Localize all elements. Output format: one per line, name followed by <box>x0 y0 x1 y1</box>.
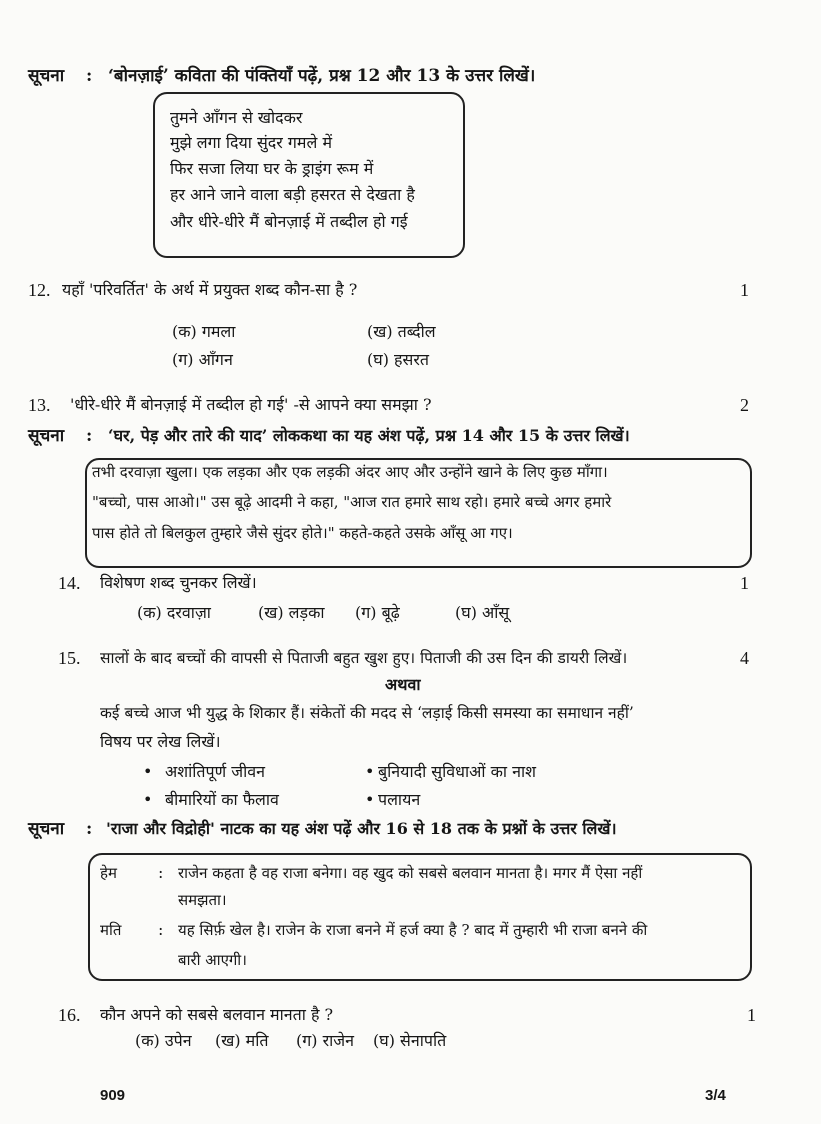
notice-text: ‘बोनज़ाई’ कविता की पंक्तियाँ पढ़ें, प्रश्न 12 और 13 के उत्तर लिखें। <box>108 66 536 86</box>
question-marks: 2 <box>740 395 749 415</box>
option: (घ) आँसू <box>455 603 510 622</box>
option: (क) दरवाज़ा <box>137 603 211 622</box>
option: (ख) मति <box>215 1031 269 1050</box>
poem-line: हर आने जाने वाला बड़ी हसरत से देखता है <box>170 185 415 204</box>
question-number: 15. <box>58 648 81 668</box>
option: (क) उपेन <box>135 1031 192 1050</box>
dialogue-line: राजेन कहता है वह राजा बनेगा। वह खुद को सबसे बलवान मानता है। मगर मैं ऐसा नहीं <box>178 864 643 882</box>
hint: बुनियादी सुविधाओं का नाश <box>378 762 537 781</box>
passage-line: पास होते तो बिलकुल तुम्हारे जैसे सुंदर होते।" कहते-कहते उसके आँसू आ गए। <box>92 524 513 542</box>
question-marks: 1 <box>747 1005 756 1025</box>
bullet-icon: • <box>143 762 153 781</box>
option: (ख) लड़का <box>258 603 325 622</box>
dialogue-line: बारी आएगी। <box>178 951 247 969</box>
bullet-icon: • <box>143 790 153 809</box>
hint: अशांतिपूर्ण जीवन <box>165 762 266 781</box>
passage-line: "बच्चो, पास आओ।" उस बूढ़े आदमी ने कहा, "आज रात हमारे साथ रहो। हमारे बच्चे अगर हमारे <box>92 493 612 511</box>
option: (ख) तब्दील <box>367 322 436 341</box>
option: (क) गमला <box>172 322 236 341</box>
paper-code: 909 <box>100 1087 126 1104</box>
passage-line: तभी दरवाज़ा खुला। एक लड़का और एक लड़की अंदर आए और उन्होंने खाने के लिए कुछ माँगा। <box>92 463 608 481</box>
poem-line: मुझे लगा दिया सुंदर गमले में <box>170 133 333 152</box>
notice-text: ‘घर, पेड़ और तारे की याद’ लोककथा का यह अंश पढ़ें, प्रश्न 14 और 15 के उत्तर लिखें। <box>108 426 630 445</box>
notice-label: सूचना <box>28 426 65 446</box>
question-marks: 1 <box>740 573 749 593</box>
question-marks: 1 <box>740 280 749 300</box>
speaker: मति <box>100 921 122 939</box>
option: (ग) आँगन <box>172 350 233 369</box>
notice-text: 'राजा और विद्रोही' नाटक का यह अंश पढ़ें और 16 से 18 तक के प्रश्नों के उत्तर लिखें। <box>106 819 617 838</box>
notice-colon: : <box>86 426 93 446</box>
bullet-icon: • <box>365 790 375 809</box>
option: (ग) राजेन <box>296 1031 355 1050</box>
notice-label: सूचना <box>28 66 65 86</box>
notice-label: सूचना <box>28 819 65 839</box>
speaker: हेम <box>100 864 117 882</box>
option: (घ) हसरत <box>367 350 430 369</box>
dialogue-colon: : <box>158 920 164 939</box>
question-text: यहाँ 'परिवर्तित' के अर्थ में प्रयुक्त शब्द कौन-सा है ? <box>62 280 358 299</box>
question-number: 13. <box>28 395 51 415</box>
dialogue-line: समझता। <box>178 891 227 909</box>
page-number: 3/4 <box>705 1087 726 1104</box>
poem-line: और धीरे-धीरे मैं बोनज़ाई में तब्दील हो गई <box>170 212 408 231</box>
question-number: 16. <box>58 1005 81 1025</box>
question-text: 'धीरे-धीरे मैं बोनज़ाई में तब्दील हो गई' -से आपने क्या समझा ? <box>70 395 432 414</box>
hint: पलायन <box>378 790 421 809</box>
question-number: 14. <box>58 573 81 593</box>
question-number: 12. <box>28 280 51 300</box>
question-text: विशेषण शब्द चुनकर लिखें। <box>100 573 257 592</box>
dialogue-line: यह सिर्फ़ खेल है। राजेन के राजा बनने में हर्ज क्या है ? बाद में तुम्हारी भी राजा बनने की <box>178 921 648 939</box>
poem-line: फिर सजा लिया घर के ड्राइंग रूम में <box>170 159 374 178</box>
option: (ग) बूढ़े <box>355 603 400 622</box>
hint: बीमारियों का फैलाव <box>165 790 279 809</box>
option: (घ) सेनापति <box>373 1031 447 1050</box>
bullet-icon: • <box>365 762 375 781</box>
question-marks: 4 <box>740 648 749 668</box>
question-text: सालों के बाद बच्चों की वापसी से पिताजी बहुत खुश हुए। पिताजी की उस दिन की डायरी लिखें। <box>100 649 628 667</box>
dialogue-colon: : <box>158 863 164 882</box>
alt-question-line: विषय पर लेख लिखें। <box>100 732 221 751</box>
or-label: अथवा <box>385 675 421 694</box>
notice-colon: : <box>86 66 93 86</box>
alt-question-line: कई बच्चे आज भी युद्ध के शिकार हैं। संकेतों की मदद से ‘लड़ाई किसी समस्या का समाधान नहीं’ <box>100 704 634 722</box>
question-text: कौन अपने को सबसे बलवान मानता है ? <box>100 1005 334 1024</box>
poem-line: तुमने आँगन से खोदकर <box>170 108 303 127</box>
notice-colon: : <box>86 819 93 839</box>
